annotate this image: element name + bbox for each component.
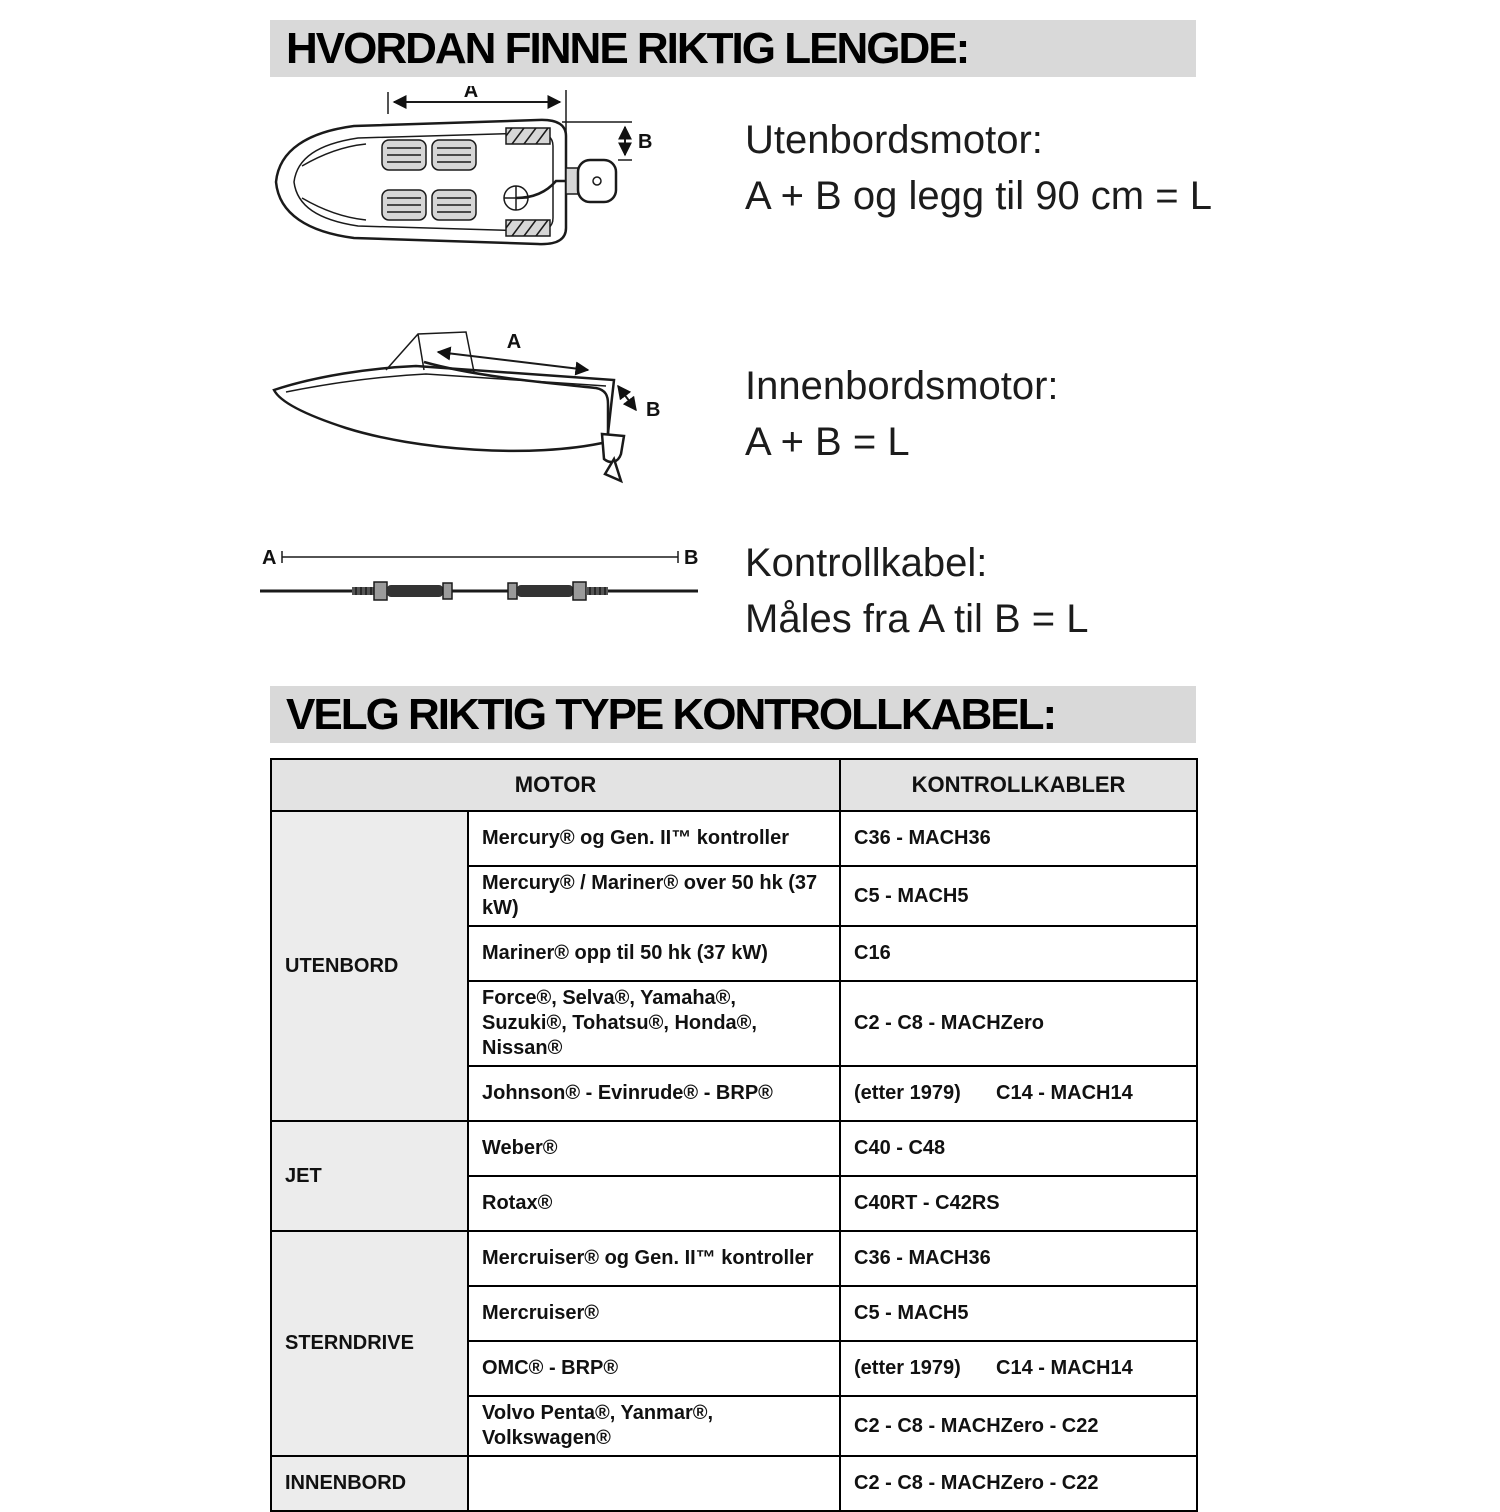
motor-cell: Mercruiser® [468, 1286, 840, 1341]
table-row [271, 1121, 1197, 1176]
cable-cell [840, 1066, 1197, 1121]
table-header-row [271, 759, 1197, 811]
cable-value: C14 - MACH14 [996, 1082, 1133, 1104]
motor-cell: Rotax® [468, 1176, 840, 1231]
section-title-how-to-find-length: HVORDAN FINNE RIKTIG LENGDE: [270, 20, 1196, 77]
motor-cell: Mercury® og Gen. II™ kontroller [468, 811, 840, 866]
category-cell-sterndrive: STERNDRIVE [271, 1231, 468, 1456]
cable-cell: C5 - MACH5 [840, 866, 1197, 926]
table-row [271, 1456, 1197, 1511]
table-row [271, 811, 1197, 866]
cable-cell: C2 - C8 - MACHZero - C22 [840, 1396, 1197, 1456]
cable-fitting [508, 582, 608, 600]
motor-cell: OMC® - BRP® [468, 1341, 840, 1396]
section-title-choose-cable-type: VELG RIKTIG TYPE KONTROLLKABEL: [270, 686, 1196, 743]
caption-outboard-formula: A + B og legg til 90 cm = L [745, 174, 1212, 218]
boat-top-view-drawing [266, 86, 698, 264]
motor-cell-empty [468, 1456, 840, 1511]
cable-cell: C16 [840, 926, 1197, 981]
cable-cell: C36 - MACH36 [840, 1231, 1197, 1286]
caption-control-cable-heading: Kontrollkabel: [745, 541, 988, 585]
column-header-motor: MOTOR [271, 759, 840, 811]
cable-cell [840, 1341, 1197, 1396]
motor-cell: Volvo Penta®, Yanmar®, Volkswagen® [468, 1396, 840, 1456]
cable-selection-table [270, 758, 1198, 1512]
cable-cell: C36 - MACH36 [840, 811, 1197, 866]
control-cable-diagram [256, 543, 702, 617]
caption-inboard [745, 358, 1059, 470]
caption-inboard-formula: A + B = L [745, 420, 910, 464]
cable-value: C14 - MACH14 [996, 1357, 1133, 1379]
cable-cell: C40RT - C42RS [840, 1176, 1197, 1231]
control-cable-drawing [256, 543, 702, 617]
cable-note: (etter 1979) [854, 1357, 961, 1379]
motor-cell: Weber® [468, 1121, 840, 1176]
category-cell-innenbord: INNENBORD [271, 1456, 468, 1511]
caption-control-cable-formula: Måles fra A til B = L [745, 597, 1089, 641]
motor-cell: Johnson® - Evinrude® - BRP® [468, 1066, 840, 1121]
dim-label-a: A [262, 547, 277, 569]
cable-cell: C2 - C8 - MACHZero - C22 [840, 1456, 1197, 1511]
cable-cell: C40 - C48 [840, 1121, 1197, 1176]
cable-note: (etter 1979) [854, 1082, 961, 1104]
dim-label-b: B [684, 547, 699, 569]
motor-cell: Force®, Selva®, Yamaha®, Suzuki®, Tohatsu®, Honda®, Nissan® [468, 981, 840, 1066]
caption-outboard [745, 112, 1212, 224]
boat-side-view-drawing [266, 312, 698, 490]
dim-label-b: B [646, 399, 661, 421]
outboard-motor [566, 160, 616, 202]
motor-cell: Mariner® opp til 50 hk (37 kW) [468, 926, 840, 981]
column-header-kontrollkabler: KONTROLLKABLER [840, 759, 1197, 811]
table-row [271, 1231, 1197, 1286]
cable-cell: C2 - C8 - MACHZero [840, 981, 1197, 1066]
sterndrive-unit [602, 434, 624, 481]
motor-cell: Mercruiser® og Gen. II™ kontroller [468, 1231, 840, 1286]
caption-inboard-heading: Innenbordsmotor: [745, 364, 1059, 408]
cable-cell: C5 - MACH5 [840, 1286, 1197, 1341]
motor-cell: Mercury® / Mariner® over 50 hk (37 kW) [468, 866, 840, 926]
cable-fitting [352, 582, 452, 600]
dim-label-a: A [463, 86, 479, 102]
category-cell-utenbord: UTENBORD [271, 811, 468, 1121]
dim-label-b: B [638, 131, 653, 153]
caption-control-cable [745, 535, 1089, 647]
dim-label-a: A [506, 331, 522, 353]
caption-outboard-heading: Utenbordsmotor: [745, 118, 1043, 162]
boat-top-view-diagram [266, 86, 698, 264]
boat-side-view-diagram [266, 312, 698, 490]
category-cell-jet: JET [271, 1121, 468, 1231]
